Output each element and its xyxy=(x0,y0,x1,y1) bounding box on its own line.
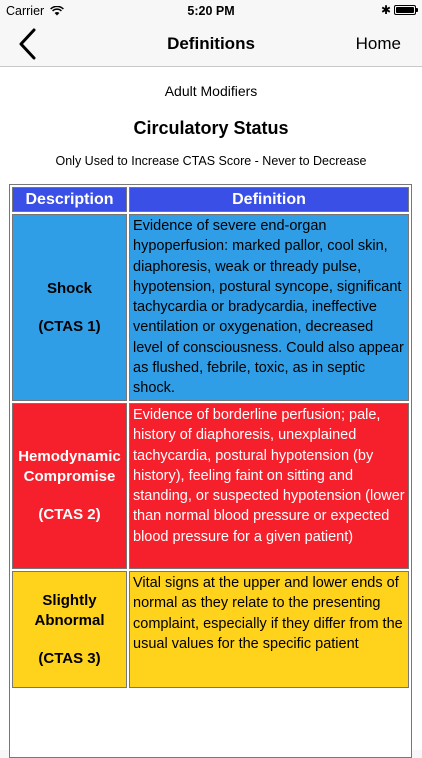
content-area xyxy=(0,67,422,750)
status-time: 5:20 PM xyxy=(187,4,235,18)
row-definition-hemodynamic-compromise: Evidence of borderline perfusion; pale, history of diaphoresis, unexplained tachycardia, postural hypotension (by history), feeling faint on sitting and standing, or suspected hypotension (lower than normal blood pressure or expected blood pressure for a given patient) xyxy=(129,403,409,569)
row-code: (CTAS 1) xyxy=(38,317,101,335)
row-name: Slightly Abnormal xyxy=(34,591,105,629)
row-definition-slightly-abnormal: Vital signs at the upper and lower ends of normal as they relate to the presenting complaint, especially if they differ from the usual values for the specific patient xyxy=(129,571,409,688)
section-title: Circulatory Status xyxy=(133,118,289,138)
status-bar xyxy=(0,0,422,22)
category-subtitle: Adult Modifiers xyxy=(164,83,258,99)
usage-note: Only Used to Increase CTAS Score - Never to Decrease xyxy=(55,154,367,168)
row-description-shock xyxy=(12,214,127,401)
row-code: (CTAS 2) xyxy=(38,506,101,523)
row-definition-shock: Evidence of severe end-organ hypoperfusion: marked pallor, cool skin, diaphoresis, weak or thready pulse, hypotension, postural syncope, significant tachycardia or bradycardia, ineffective ventilation or oxygenation, decreased level of consciousness. Could also appear as flushed, febrile, toxic, as in septic shock. xyxy=(129,214,409,401)
nav-bar xyxy=(0,22,422,67)
column-header-description: Description xyxy=(12,187,127,212)
definitions-table xyxy=(9,184,412,758)
battery-icon xyxy=(394,5,416,15)
page-title: Definitions xyxy=(167,34,255,53)
carrier-label: Carrier xyxy=(6,4,45,18)
status-right xyxy=(381,3,416,17)
column-header-definition: Definition xyxy=(129,187,409,212)
row-description-hemodynamic-compromise xyxy=(12,403,127,569)
row-name: Hemodynamic Compromise xyxy=(18,448,121,485)
home-button[interactable]: Home xyxy=(355,34,401,53)
row-name: Shock xyxy=(46,279,92,297)
row-description-slightly-abnormal xyxy=(12,571,127,688)
bluetooth-icon: ✱ xyxy=(380,3,391,17)
row-code: (CTAS 3) xyxy=(38,649,101,667)
